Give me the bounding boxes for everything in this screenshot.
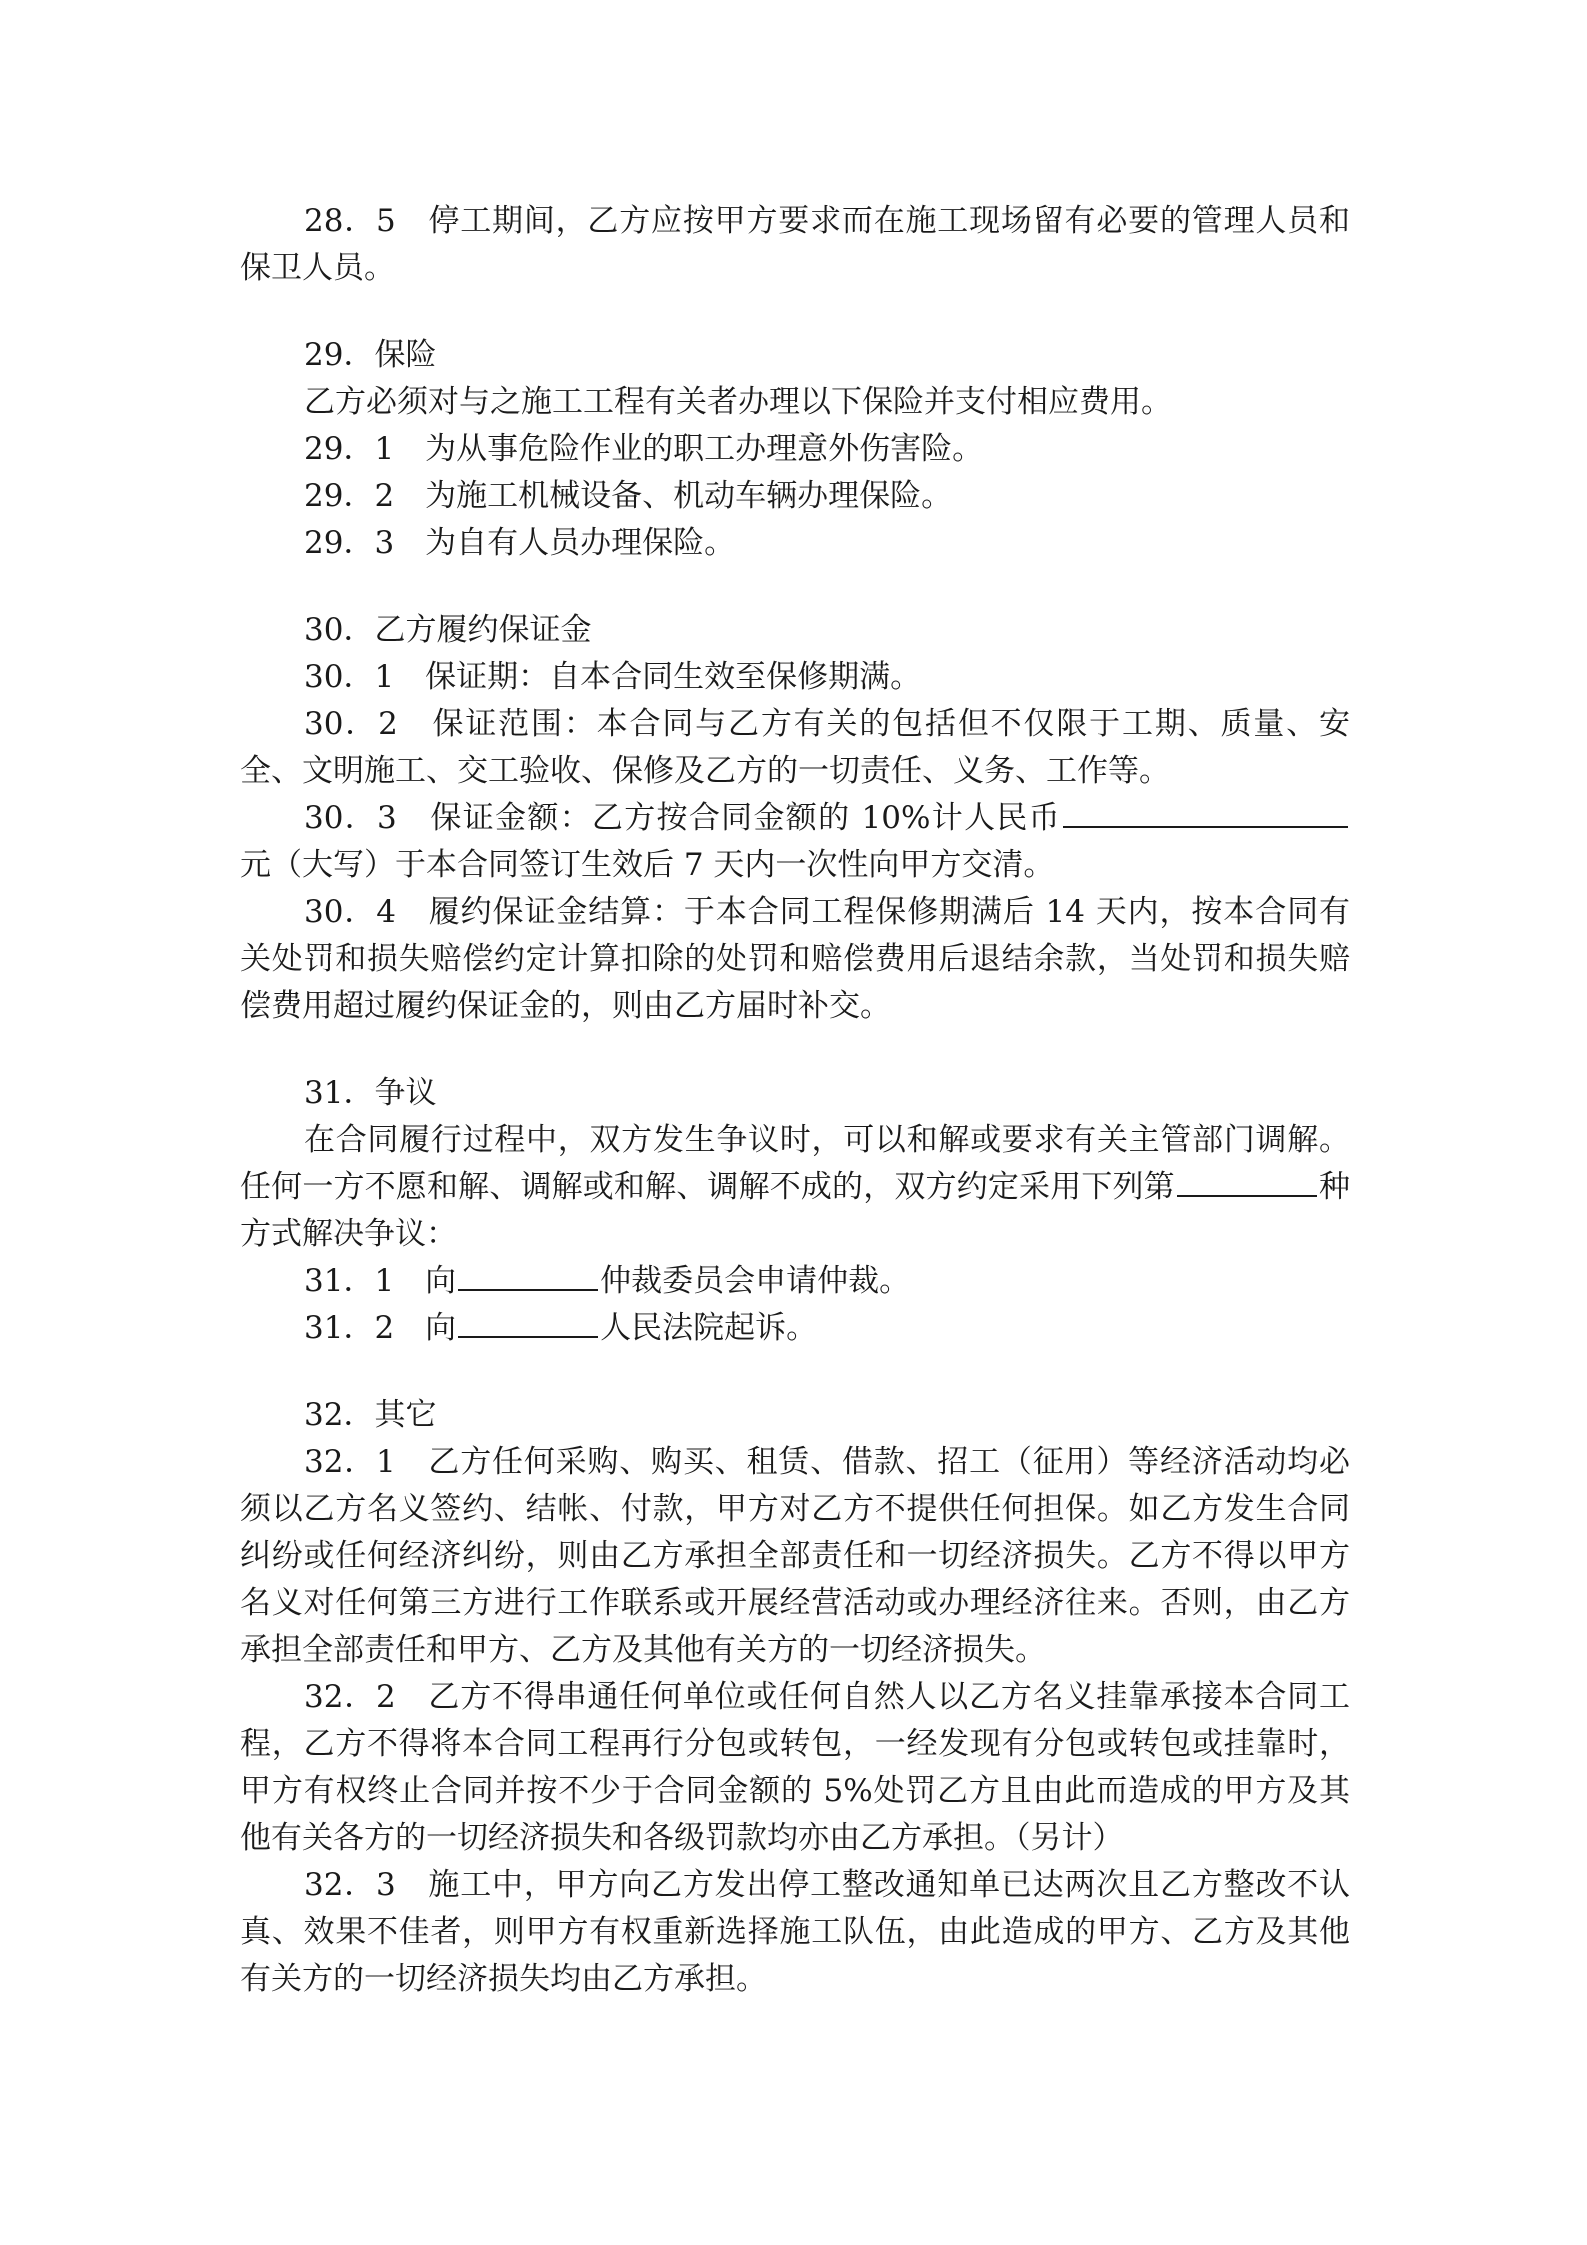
arbitration-blank-field[interactable] <box>458 1259 598 1291</box>
clause-28-5: 28．5 停工期间，乙方应按甲方要求而在施工现场留有必要的管理人员和保卫人员。 <box>240 203 1350 286</box>
clause-30-3-text-b: 元（大写）于本合同签订生效后 7 天内一次性向甲方交清。 <box>240 847 1055 883</box>
court-blank-field[interactable] <box>458 1306 598 1338</box>
clause-32-1: 32．1 乙方任何采购、购买、租赁、借款、招工（征用）等经济活动均必须以乙方名义签约、结帐、付款，甲方对乙方不提供任何担保。如乙方发生合同纠纷或任何经济纠纷，则由乙方承担全部责任和一切经济损失。乙方不得以甲方名义对任何第三方进行工作联系或开展经营活动或办理经济往来。否则，由乙方承担全部责任和甲方、乙方及其他有关方的一切经济损失。 <box>240 1444 1350 1668</box>
clause-31-1-text-a: 31．1 向 <box>304 1263 457 1299</box>
section-31-intro-text-b: 种方式解决争议： <box>240 1169 1351 1252</box>
clause-32-3: 32．3 施工中，甲方向乙方发出停工整改通知单已达两次且乙方整改不认真、效果不佳者，则甲方有权重新选择施工队伍，由此造成的甲方、乙方及其他有关方的一切经济损失均由乙方承担。 <box>240 1867 1350 1997</box>
clause-31-2 <box>240 1305 1350 1352</box>
section-31-title: 31．争议 <box>304 1075 437 1111</box>
clause-32-2: 32．2 乙方不得串通任何单位或任何自然人以乙方名义挂靠承接本合同工程，乙方不得将本合同工程再行分包或转包，一经发现有分包或转包或挂靠时，甲方有权终止合同并按不少于合同金额的 5%处罚乙方且由此而造成的甲方及其他有关各方的一切经济损失和各级罚款均亦由乙方承担。（另计） <box>240 1679 1350 1856</box>
amount-blank-field[interactable] <box>1063 796 1348 828</box>
section-gap <box>240 567 1350 607</box>
clause-29-2: 29．2 为施工机械设备、机动车辆办理保险。 <box>304 478 953 514</box>
clause-30-3 <box>240 795 1350 889</box>
clause-29-1: 29．1 为从事危险作业的职工办理意外伤害险。 <box>304 431 984 467</box>
clause-30-3-text-a: 30．3 保证金额：乙方按合同金额的 10%计人民币 <box>304 800 1061 836</box>
section-30-title: 30．乙方履约保证金 <box>304 612 592 648</box>
method-blank-field[interactable] <box>1177 1165 1317 1197</box>
document-page <box>240 198 1350 2003</box>
clause-31-2-text-a: 31．2 向 <box>304 1310 457 1346</box>
section-gap <box>240 1352 1350 1392</box>
section-gap <box>240 1030 1350 1070</box>
clause-30-4: 30．4 履约保证金结算：于本合同工程保修期满后 14 天内，按本合同有关处罚和损失赔偿约定计算扣除的处罚和赔偿费用后退结余款，当处罚和损失赔偿费用超过履约保证金的，则由乙方届时补交。 <box>240 894 1350 1024</box>
section-31-intro <box>240 1117 1350 1258</box>
section-32-title: 32．其它 <box>304 1397 437 1433</box>
clause-29-3: 29．3 为自有人员办理保险。 <box>304 525 736 561</box>
clause-31-1-text-b: 仲裁委员会申请仲裁。 <box>600 1263 911 1299</box>
section-gap <box>240 292 1350 332</box>
clause-30-2: 30．2 保证范围：本合同与乙方有关的包括但不仅限于工期、质量、安全、文明施工、交工验收、保修及乙方的一切责任、义务、工作等。 <box>240 706 1350 789</box>
section-29-intro: 乙方必须对与之施工工程有关者办理以下保险并支付相应费用。 <box>304 384 1172 420</box>
section-31-intro-text-a: 在合同履行过程中，双方发生争议时，可以和解或要求有关主管部门调解。任何一方不愿和解、调解或和解、调解不成的，双方约定采用下列第 <box>240 1122 1350 1205</box>
clause-31-1 <box>240 1258 1350 1305</box>
clause-31-2-text-b: 人民法院起诉。 <box>600 1310 818 1346</box>
section-29-title: 29．保险 <box>304 337 437 373</box>
clause-30-1: 30．1 保证期：自本合同生效至保修期满。 <box>304 659 922 695</box>
